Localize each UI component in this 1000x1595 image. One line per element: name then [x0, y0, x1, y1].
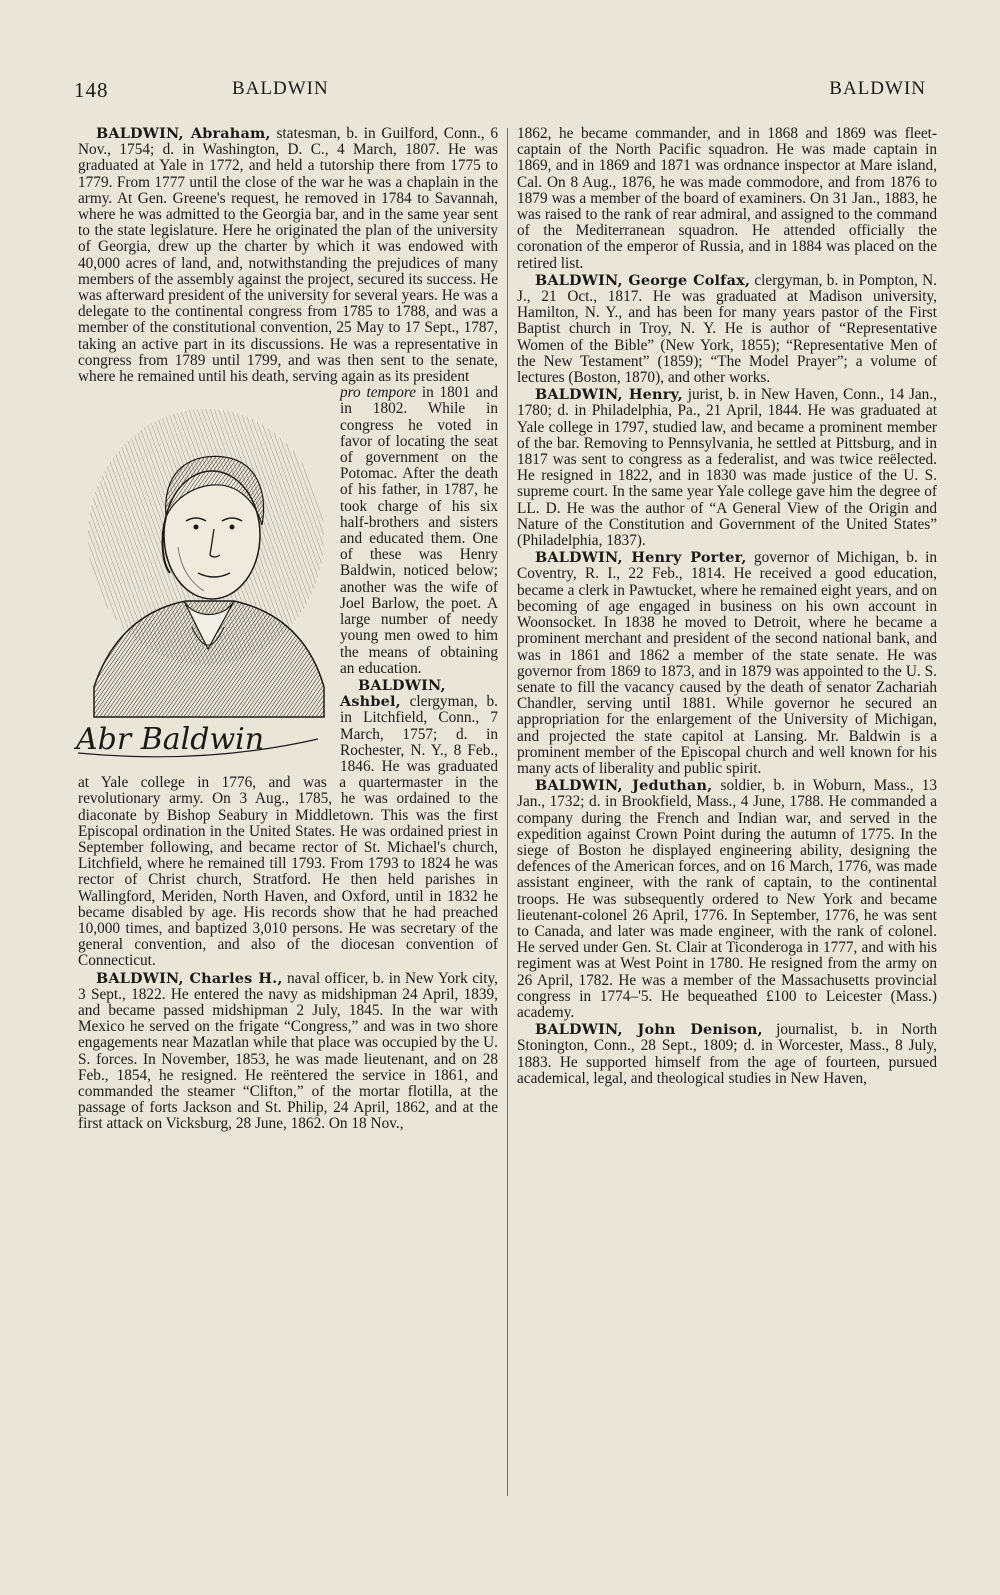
entry-charles-h-baldwin	[78, 971, 498, 1133]
entry-john-denison-baldwin	[517, 1022, 937, 1087]
entry-headword: BALDWIN, John Denison,	[535, 1021, 763, 1039]
entry-henry-porter-baldwin	[517, 550, 937, 777]
entry-headword: BALDWIN, George Colfax,	[535, 271, 751, 289]
entry-henry-baldwin	[517, 387, 937, 549]
entry-headword: BALDWIN, Charles H.,	[96, 969, 283, 987]
entry-headword: BALDWIN, Henry,	[535, 386, 683, 404]
entry-body: jurist, b. in New Haven, Conn., 14 Jan., 1780; d. in Philadelphia, Pa., 21 April, 1844. He was graduated at Yale college in 1797, studied law, and became a prominent member of the bar. Removing to Pennsylvania, he settled at Pittsburg, and in 1817 was sent to congress as a federalist, and was twice reëlected. He resigned in 1822, and in 1830 was made justice of the U. S. supreme court. In the same year Yale college gave him the degree of LL. D. He was the author of “A General View of the Origin and Nature of the Constitution and Government of the United States” (Philadelphia, 1837).	[517, 386, 937, 550]
entry-body: clergyman, b. in Litchfield, Conn., 7 March, 1757; d. in Rochester, N. Y., 8 Feb., 1846. He was graduated at Yale college in 1776, and was a quartermaster in the revolutionary army. On 3 Aug., 1785, he was ordained to the diaconate by Bishop Seabury in Middletown. This was the first Episcopal ordination in the United States. He was ordained priest in September following, and became rector of St. Michael's church, Litchfield, where he remained till 1793. From 1793 to 1824 he was rector of Christ church, Stratford. He then held parishes in Wallingford, Meriden, North Haven, and Oxford, until in 1832 he became disabled by age. His records show that he had preached 10,000 times, and baptized 3,010 persons. He was secretary of the general convention, and also of the diocesan convention of Connecticut.	[78, 693, 498, 970]
entry-body: soldier, b. in Woburn, Mass., 13 Jan., 1732; d. in Brookfield, Mass., 4 June, 1788. He commanded a company during the French and Indian war, and served in the expedition against Crown Point during the autumn of 1775. In the siege of Boston he displayed engineering ability, designing the defences of the American forces, and on 16 March, 1776, was made assistant engineer, with the rank of captain, to the continental troops. He was subsequently ordered to New York and became lieutenant-colonel 26 April, 1776. In September, 1776, he was sent to Canada, and later was made engineer, with the rank of colonel. He served under Gen. St. Clair at Ticonderoga in 1777, and with his regiment was at West Point in 1780. He resigned from the army on 26 April, 1782. He was a member of the Massachusetts provincial congress in 1774–'5. He bequeathed £100 to Leicester (Mass.) academy.	[517, 777, 938, 1021]
entry-george-colfax-baldwin	[517, 273, 937, 386]
entry-body: clergyman, b. in Pompton, N. J., 21 Oct., 1817. He was graduated at Madison university, Hamilton, N. Y., and has been for many years pastor of the First Baptist church in Troy, N. Y. He is author of “Representative Women of the Bible” (New York, 1855); “Representative Men of the New Testament” (1859); “The Model Prayer”; a volume of lectures (Boston, 1870), and other works.	[517, 271, 937, 387]
entry-body-part1: statesman, b. in Guilford, Conn., 6 Nov., 1754; d. in Washington, D. C., 4 March, 1807. He was graduated at Yale in 1772, and held a tutorship there from 1775 to 1779. From 1777 until the close of the war he was a chaplain in the army. At Gen. Greene's request, he removed in 1784 to Savannah, where he was admitted to the Georgia bar, and in the same year sent to the state legislature. Here he originated the plan of the university of Georgia, drew up the charter by which it was endowed with 40,000 acres of land, and, notwithstanding the prejudices of many members of the assembly against the project, secured its success. He was afterward president of the university for several years. He was a delegate to the continental congress from 1785 to 1788, and was a member of the constitutional convention, 25 May to 17 Sept., 1787, taking an active part in its discussions. He was a representative in congress from 1789 until 1799, and was then sent to the senate, where he remained until his death, serving again as its president	[78, 125, 498, 386]
entry-body-part2: in 1801 and in 1802. While in congress he voted in favor of locating the seat of government on the Potomac. After the death of his father, in 1787, he took charge of his six half-brothers and sisters and educated them. One of these was Henry Baldwin, noticed below; another was the wife of Joel Barlow, the poet. A large number of needy young men owed to him the means of obtaining an education.	[340, 384, 498, 677]
entry-headword: BALDWIN, Abraham,	[96, 125, 271, 142]
running-head	[74, 78, 926, 106]
signature: Abr Baldwin	[76, 722, 265, 758]
right-column	[517, 126, 937, 1088]
left-column	[78, 126, 498, 1134]
italic-phrase: pro tempore	[340, 384, 417, 402]
entry-charles-h-baldwin-continued: 1862, he became commander, and in 1868 and 1869 was fleet-captain of the North Pacific squadron. He was made captain in 1869, and in 1869 and 1871 was ordnance inspector at Mare island, Cal. On 8 Aug., 1876, he was made commodore, and from 1876 to 1879 was a member of the board of examiners. On 31 Jan., 1883, he was raised to the rank of rear admiral, and assigned to the command of the Mediterranean squadron. He attended officially the coronation of the emperor of Russia, and in 1884 was placed on the retired list.	[517, 125, 937, 272]
entry-headword: BALDWIN, Ashbel,	[340, 676, 446, 711]
page-number: 148	[74, 78, 109, 102]
entry-abraham-baldwin	[78, 126, 498, 385]
entry-headword: BALDWIN, Jeduthan,	[535, 777, 713, 795]
entry-body: governor of Michigan, b. in Coventry, R. I., 22 Feb., 1814. He received a good education, became a clerk in Pawtucket, where he remained eight years, and on becoming of age engaged in business on his own account in Woonsocket. In 1838 he moved to Detroit, where he became a prominent merchant and president of the second national bank, and was in 1861 and 1862 a member of the state senate. He was governor from 1869 to 1873, and in 1879 was appointed to the U. S. senate to fill the vacancy caused by the death of senator Zachariah Chandler, serving until 1881. While governor he secured an appropriation for the enlargement of the University of Michigan, and projected the state capitol at Lansing. Mr. Baldwin is a prominent member of the Episcopal church and well known for his many acts of liberality and public spirit.	[517, 549, 937, 777]
entry-jeduthan-baldwin	[517, 778, 937, 1021]
entry-headword: BALDWIN, Henry Porter,	[535, 549, 747, 567]
running-head-left: BALDWIN	[232, 78, 329, 99]
portrait-illustration	[74, 387, 332, 759]
engraved-portrait-icon	[74, 387, 332, 759]
running-head-right: BALDWIN	[829, 78, 926, 99]
entry-body: journalist, b. in North Stonington, Conn., 28 Sept., 1809; d. in Worcester, Mass., 8 July, 1883. He supported himself from the age of fourteen, pursued academical, legal, and theological studies in New Haven,	[517, 1021, 937, 1087]
entry-body: naval officer, b. in New York city, 3 Sept., 1822. He entered the navy as midshipman 24 April, 1839, and became passed midshipman 2 July, 1845. In the war with Mexico he served on the frigate “Congress,” and was in two shore engagements near Mazatlan while that place was occupied by the U. S. forces. In November, 1853, he was made lieutenant, and on 28 Feb., 1854, he resigned. He reëntered the service in 1861, and commanded the steamer “Clifton,” of the mortar flotilla, at the passage of forts Jackson and St. Philip, 24 April, 1862, and at the first attack on Vicksburg, 28 June, 1862. On 18 Nov.,	[78, 969, 498, 1133]
column-divider	[507, 128, 508, 1496]
